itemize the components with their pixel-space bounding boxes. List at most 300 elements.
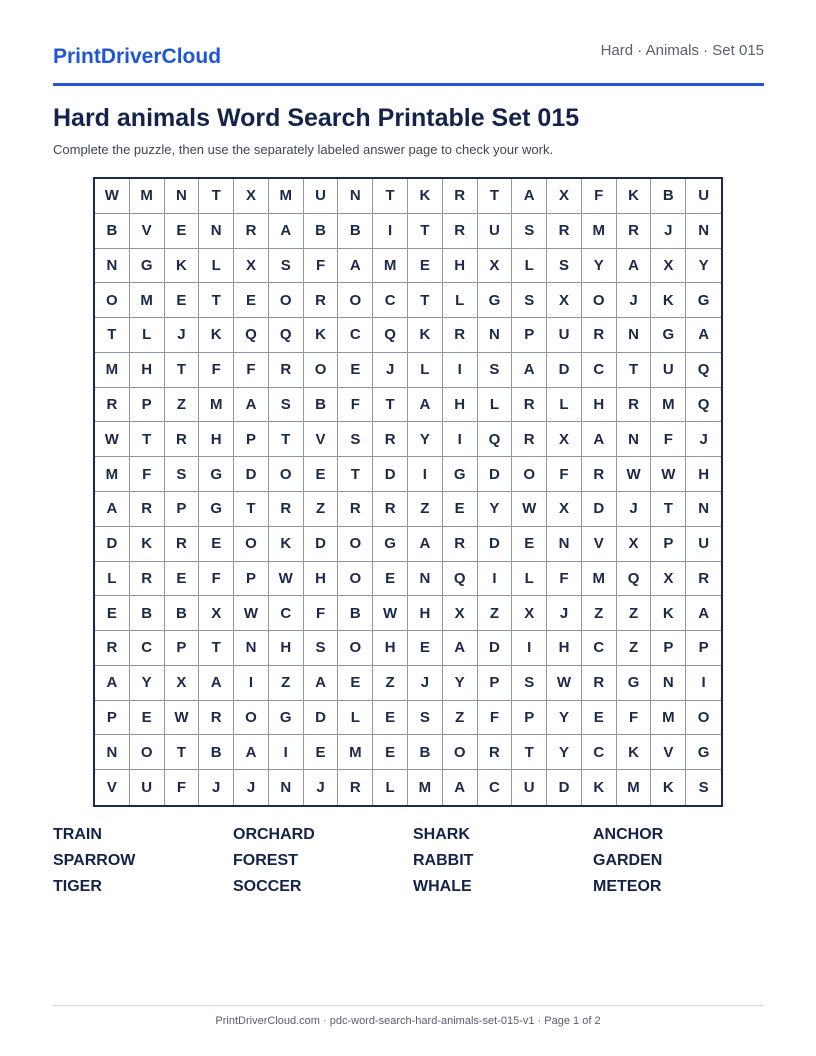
word-list-item: ANCHOR: [593, 826, 664, 843]
grid-letter: E: [234, 283, 269, 318]
grid-letter: W: [95, 179, 130, 214]
grid-letter: W: [651, 457, 686, 492]
grid-letter: T: [199, 179, 234, 214]
grid-letter: R: [199, 701, 234, 736]
grid-letter: R: [443, 318, 478, 353]
grid-letter: G: [617, 666, 652, 701]
grid-letter: X: [478, 249, 513, 284]
grid-letter: K: [199, 318, 234, 353]
grid-letter: X: [547, 283, 582, 318]
grid-letter: S: [512, 214, 547, 249]
grid-letter: N: [686, 492, 721, 527]
grid-letter: B: [304, 214, 339, 249]
grid-letter: J: [617, 492, 652, 527]
grid-letter: R: [95, 388, 130, 423]
grid-letter: R: [478, 735, 513, 770]
grid-letter: J: [304, 770, 339, 805]
grid-letter: O: [443, 735, 478, 770]
grid-letter: G: [199, 457, 234, 492]
grid-letter: Y: [547, 701, 582, 736]
grid-letter: T: [199, 283, 234, 318]
grid-letter: N: [95, 735, 130, 770]
grid-letter: P: [478, 666, 513, 701]
grid-letter: E: [338, 666, 373, 701]
word-list-item: SOCCER: [233, 878, 302, 895]
grid-letter: W: [512, 492, 547, 527]
grid-letter: H: [443, 249, 478, 284]
grid-letter: B: [95, 214, 130, 249]
grid-letter: D: [478, 527, 513, 562]
word-list-item: RABBIT: [413, 852, 474, 869]
word-list-item: METEOR: [593, 878, 662, 895]
grid-letter: G: [686, 283, 721, 318]
grid-letter: J: [373, 353, 408, 388]
grid-letter: E: [373, 562, 408, 597]
grid-letter: T: [373, 388, 408, 423]
grid-letter: Z: [617, 596, 652, 631]
grid-letter: R: [547, 214, 582, 249]
grid-letter: H: [408, 596, 443, 631]
grid-letter: W: [234, 596, 269, 631]
grid-letter: A: [408, 388, 443, 423]
grid-letter: K: [269, 527, 304, 562]
grid-letter: Q: [269, 318, 304, 353]
grid-letter: U: [512, 770, 547, 805]
grid-letter: I: [478, 562, 513, 597]
word-list-item: TRAIN: [53, 826, 102, 843]
grid-letter: C: [582, 353, 617, 388]
grid-letter: O: [338, 631, 373, 666]
grid-letter: T: [408, 283, 443, 318]
grid-letter: C: [582, 631, 617, 666]
grid-letter: E: [512, 527, 547, 562]
grid-letter: B: [408, 735, 443, 770]
grid-letter: K: [408, 318, 443, 353]
grid-letter: U: [651, 353, 686, 388]
grid-letter: V: [304, 422, 339, 457]
grid-letter: R: [269, 353, 304, 388]
grid-letter: R: [95, 631, 130, 666]
grid-letter: E: [199, 527, 234, 562]
grid-letter: I: [443, 422, 478, 457]
grid-letter: E: [338, 353, 373, 388]
breadcrumb: Hard · Animals · Set 015: [600, 42, 764, 59]
grid-letter: J: [408, 666, 443, 701]
grid-letter: B: [651, 179, 686, 214]
grid-letter: R: [130, 492, 165, 527]
grid-letter: Y: [478, 492, 513, 527]
word-list-item: SHARK: [413, 826, 470, 843]
grid-letter: V: [130, 214, 165, 249]
grid-letter: D: [478, 457, 513, 492]
grid-letter: A: [234, 735, 269, 770]
grid-letter: W: [95, 422, 130, 457]
grid-letter: R: [269, 492, 304, 527]
grid-letter: D: [547, 770, 582, 805]
grid-letter: O: [234, 527, 269, 562]
grid-letter: J: [686, 422, 721, 457]
grid-letter: C: [130, 631, 165, 666]
grid-letter: S: [512, 283, 547, 318]
grid-letter: A: [443, 631, 478, 666]
grid-letter: D: [547, 353, 582, 388]
grid-letter: R: [443, 214, 478, 249]
grid-letter: R: [443, 527, 478, 562]
grid-letter: P: [512, 318, 547, 353]
grid-letter: D: [304, 527, 339, 562]
grid-letter: A: [512, 179, 547, 214]
grid-letter: E: [408, 631, 443, 666]
grid-letter: E: [165, 214, 200, 249]
grid-letter: E: [373, 735, 408, 770]
grid-letter: R: [234, 214, 269, 249]
grid-letter: K: [582, 770, 617, 805]
grid-letter: A: [199, 666, 234, 701]
grid-letter: O: [269, 457, 304, 492]
grid-letter: U: [304, 179, 339, 214]
grid-letter: Y: [686, 249, 721, 284]
grid-letter: Z: [408, 492, 443, 527]
grid-letter: H: [130, 353, 165, 388]
grid-letter: N: [234, 631, 269, 666]
page-subtitle: Complete the puzzle, then use the separately labeled answer page to check your work.: [53, 142, 554, 157]
grid-letter: F: [234, 353, 269, 388]
grid-letter: N: [617, 422, 652, 457]
grid-letter: P: [651, 527, 686, 562]
grid-letter: I: [686, 666, 721, 701]
grid-letter: M: [130, 283, 165, 318]
grid-letter: G: [130, 249, 165, 284]
grid-letter: Z: [373, 666, 408, 701]
grid-letter: N: [165, 179, 200, 214]
grid-letter: K: [304, 318, 339, 353]
grid-letter: S: [547, 249, 582, 284]
grid-letter: T: [165, 735, 200, 770]
brand-logo-text[interactable]: PrintDriverCloud: [53, 45, 222, 68]
grid-letter: P: [165, 631, 200, 666]
word-search-grid: [93, 177, 723, 807]
grid-letter: Q: [443, 562, 478, 597]
grid-letter: X: [234, 249, 269, 284]
grid-letter: N: [338, 179, 373, 214]
grid-letter: F: [582, 179, 617, 214]
grid-letter: Z: [582, 596, 617, 631]
grid-letter: X: [617, 527, 652, 562]
grid-letter: Z: [617, 631, 652, 666]
grid-letter: H: [269, 631, 304, 666]
grid-letter: A: [95, 492, 130, 527]
grid-letter: E: [130, 701, 165, 736]
grid-letter: A: [304, 666, 339, 701]
header-divider: [53, 83, 764, 86]
grid-letter: T: [130, 422, 165, 457]
grid-letter: R: [617, 388, 652, 423]
grid-letter: K: [617, 735, 652, 770]
grid-letter: O: [582, 283, 617, 318]
page-title: Hard animals Word Search Printable Set 015: [53, 104, 580, 132]
grid-letter: S: [269, 388, 304, 423]
grid-letter: G: [651, 318, 686, 353]
grid-letter: O: [686, 701, 721, 736]
grid-letter: T: [338, 457, 373, 492]
grid-letter: A: [269, 214, 304, 249]
grid-letter: L: [408, 353, 443, 388]
word-list-item: ORCHARD: [233, 826, 315, 843]
grid-letter: G: [199, 492, 234, 527]
grid-letter: U: [130, 770, 165, 805]
grid-letter: A: [95, 666, 130, 701]
grid-letter: P: [686, 631, 721, 666]
grid-letter: A: [512, 353, 547, 388]
grid-letter: T: [199, 631, 234, 666]
page-header: [53, 40, 764, 86]
grid-letter: U: [686, 179, 721, 214]
grid-letter: W: [373, 596, 408, 631]
grid-letter: A: [582, 422, 617, 457]
grid-letter: T: [478, 179, 513, 214]
grid-letter: U: [686, 527, 721, 562]
grid-letter: F: [547, 457, 582, 492]
grid-letter: S: [478, 353, 513, 388]
grid-letter: H: [373, 631, 408, 666]
grid-letter: N: [408, 562, 443, 597]
grid-letter: T: [373, 179, 408, 214]
grid-letter: P: [651, 631, 686, 666]
grid-letter: R: [165, 527, 200, 562]
grid-letter: J: [617, 283, 652, 318]
grid-letter: O: [338, 527, 373, 562]
grid-letter: T: [617, 353, 652, 388]
grid-letter: D: [478, 631, 513, 666]
grid-letter: T: [269, 422, 304, 457]
grid-letter: F: [651, 422, 686, 457]
grid-letter: I: [512, 631, 547, 666]
grid-letter: H: [443, 388, 478, 423]
grid-letter: P: [512, 701, 547, 736]
grid-letter: X: [234, 179, 269, 214]
grid-letter: P: [165, 492, 200, 527]
grid-letter: T: [512, 735, 547, 770]
grid-letter: J: [234, 770, 269, 805]
grid-letter: L: [512, 562, 547, 597]
grid-letter: R: [617, 214, 652, 249]
grid-letter: M: [130, 179, 165, 214]
grid-letter: I: [408, 457, 443, 492]
grid-letter: O: [304, 353, 339, 388]
grid-letter: M: [373, 249, 408, 284]
grid-letter: U: [547, 318, 582, 353]
grid-letter: R: [338, 770, 373, 805]
grid-letter: T: [234, 492, 269, 527]
word-list-item: FOREST: [233, 852, 298, 869]
grid-letter: R: [686, 562, 721, 597]
grid-letter: A: [686, 596, 721, 631]
grid-letter: Q: [373, 318, 408, 353]
grid-letter: V: [95, 770, 130, 805]
grid-letter: L: [373, 770, 408, 805]
grid-letter: A: [338, 249, 373, 284]
grid-letter: T: [651, 492, 686, 527]
grid-letter: W: [269, 562, 304, 597]
grid-letter: S: [698, 779, 709, 797]
grid-letter: I: [373, 214, 408, 249]
grid-letter: B: [338, 596, 373, 631]
grid-letter: N: [95, 249, 130, 284]
grid-letter: E: [95, 596, 130, 631]
grid-letter: E: [443, 492, 478, 527]
grid-letter: I: [443, 353, 478, 388]
grid-letter: H: [547, 631, 582, 666]
grid-letter: U: [478, 214, 513, 249]
grid-letter: M: [582, 214, 617, 249]
grid-letter: F: [165, 770, 200, 805]
grid-letter: O: [130, 735, 165, 770]
grid-letter: S: [408, 701, 443, 736]
grid-letter: R: [582, 666, 617, 701]
grid-letter: L: [512, 249, 547, 284]
grid-letter: D: [373, 457, 408, 492]
grid-letter: W: [547, 666, 582, 701]
grid-letter: O: [269, 283, 304, 318]
grid-letter: Z: [304, 492, 339, 527]
grid-letter: F: [478, 701, 513, 736]
page-footer: PrintDriverCloud.com · pdc-word-search-hard-animals-set-015-v1 · Page 1 of 2: [215, 1015, 601, 1027]
grid-letter: R: [304, 283, 339, 318]
grid-letter: R: [373, 422, 408, 457]
grid-letter: R: [512, 422, 547, 457]
grid-letter: F: [130, 457, 165, 492]
grid-letter: J: [199, 770, 234, 805]
grid-letter: E: [304, 457, 339, 492]
grid-letter: K: [651, 283, 686, 318]
grid-letter: N: [547, 527, 582, 562]
grid-letter: E: [373, 701, 408, 736]
grid-letter: I: [269, 735, 304, 770]
grid-letter: S: [338, 422, 373, 457]
grid-letter: T: [95, 318, 130, 353]
grid-letter: C: [338, 318, 373, 353]
grid-letter: M: [408, 770, 443, 805]
grid-letter: J: [547, 596, 582, 631]
grid-letter: K: [617, 179, 652, 214]
grid-letter: G: [269, 701, 304, 736]
grid-letter: Y: [130, 666, 165, 701]
grid-letter: Y: [443, 666, 478, 701]
grid-letter: K: [165, 249, 200, 284]
word-list: [53, 826, 773, 904]
grid-letter: Q: [617, 562, 652, 597]
grid-letter: X: [651, 249, 686, 284]
grid-letter: F: [338, 388, 373, 423]
grid-letter: F: [199, 562, 234, 597]
grid-letter: G: [478, 283, 513, 318]
grid-letter: Q: [686, 388, 721, 423]
grid-letter: R: [338, 492, 373, 527]
grid-letter: S: [269, 249, 304, 284]
grid-letter: Y: [547, 735, 582, 770]
grid-letter: N: [651, 666, 686, 701]
grid-letter: C: [582, 735, 617, 770]
grid-letter: W: [617, 457, 652, 492]
grid-letter: A: [443, 770, 478, 805]
grid-letter: O: [338, 283, 373, 318]
grid-letter: L: [478, 388, 513, 423]
grid-letter: Q: [234, 318, 269, 353]
grid-letter: E: [165, 283, 200, 318]
word-list-item: WHALE: [413, 878, 472, 895]
grid-letter: G: [443, 457, 478, 492]
grid-letter: E: [165, 562, 200, 597]
grid-letter: M: [582, 562, 617, 597]
grid-letter: M: [95, 457, 130, 492]
grid-letter: O: [95, 283, 130, 318]
grid-letter: I: [234, 666, 269, 701]
grid-letter: H: [582, 388, 617, 423]
grid-letter: A: [686, 318, 721, 353]
grid-letter: V: [651, 735, 686, 770]
grid-letter: C: [269, 596, 304, 631]
grid-letter: F: [304, 249, 339, 284]
grid-letter: X: [547, 179, 582, 214]
grid-letter: E: [582, 701, 617, 736]
grid-letter: R: [582, 457, 617, 492]
word-list-item: GARDEN: [593, 852, 663, 869]
grid-letter: L: [443, 283, 478, 318]
grid-letter: R: [582, 318, 617, 353]
grid-letter: X: [199, 596, 234, 631]
grid-letter: O: [234, 701, 269, 736]
grid-letter: A: [408, 527, 443, 562]
grid-letter: B: [338, 214, 373, 249]
grid-letter: A: [234, 388, 269, 423]
grid-letter: H: [199, 422, 234, 457]
grid-letter: A: [617, 249, 652, 284]
grid-letter: O: [512, 457, 547, 492]
grid-letter: R: [130, 562, 165, 597]
grid-letter: R: [443, 179, 478, 214]
grid-letter: K: [408, 179, 443, 214]
grid-letter: G: [373, 527, 408, 562]
grid-letter: L: [547, 388, 582, 423]
grid-letter: K: [651, 770, 686, 805]
grid-letter: X: [651, 562, 686, 597]
grid-letter: P: [95, 701, 130, 736]
grid-letter: F: [304, 596, 339, 631]
grid-letter: G: [686, 735, 721, 770]
grid-letter: M: [651, 701, 686, 736]
grid-letter: D: [234, 457, 269, 492]
grid-letter: W: [165, 701, 200, 736]
grid-letter: L: [130, 318, 165, 353]
grid-letter: O: [338, 562, 373, 597]
grid-letter: H: [686, 457, 721, 492]
grid-letter: R: [512, 388, 547, 423]
grid-letter: Z: [165, 388, 200, 423]
grid-letter: N: [617, 318, 652, 353]
grid-letter: T: [408, 214, 443, 249]
grid-letter: X: [165, 666, 200, 701]
word-list-item: TIGER: [53, 878, 102, 895]
grid-letter: R: [373, 492, 408, 527]
grid-letter: N: [269, 770, 304, 805]
grid-letter: K: [651, 596, 686, 631]
grid-letter: B: [304, 388, 339, 423]
grid-letter: E: [408, 249, 443, 284]
grid-letter: P: [130, 388, 165, 423]
grid-letter: N: [686, 214, 721, 249]
grid-letter: F: [199, 353, 234, 388]
grid-letter: M: [651, 388, 686, 423]
